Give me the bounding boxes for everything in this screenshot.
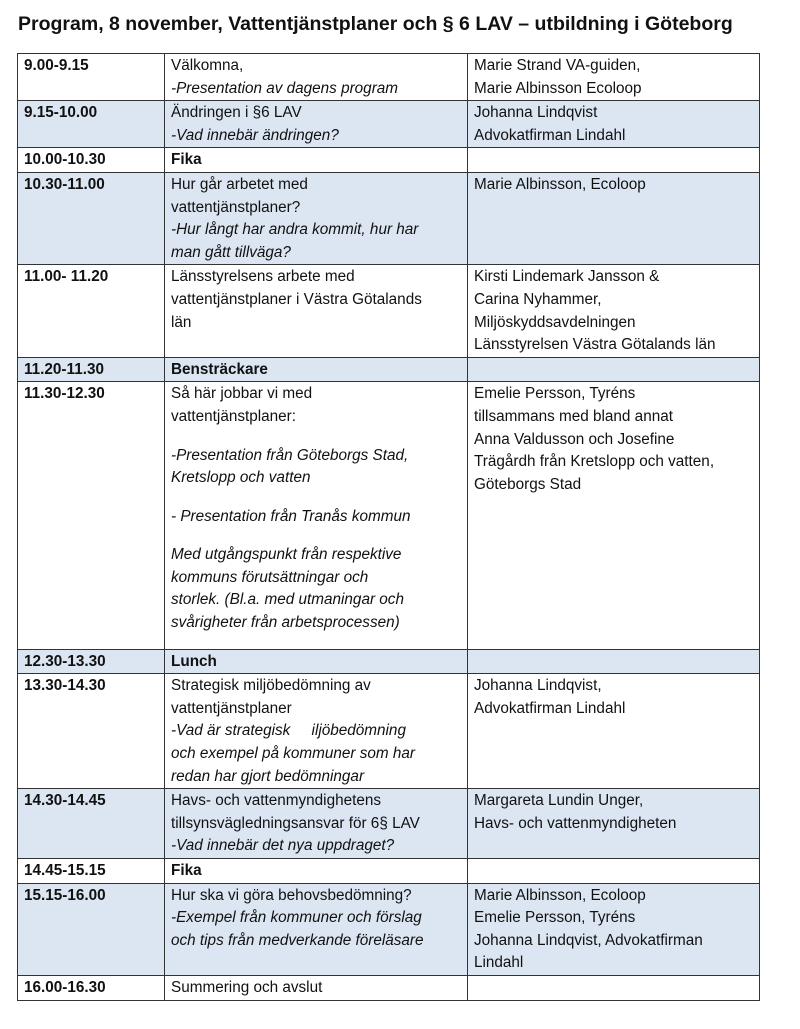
activity-line: -Presentation från Göteborgs Stad, — [171, 446, 409, 464]
activity-line: Ändringen i §6 LAV — [171, 104, 302, 122]
activity-line: Välkomna, — [171, 57, 244, 74]
table-row — [18, 649, 760, 674]
speaker-cell — [468, 382, 760, 649]
speaker-line: Margareta Lundin Unger, — [474, 792, 644, 810]
activity-line: -Exempel från kommuner och förslag — [171, 909, 422, 927]
time-cell: 11.30-12.30 — [18, 382, 165, 649]
activity-cell — [165, 101, 468, 148]
time-cell: 11.20-11.30 — [18, 357, 165, 382]
table-row — [18, 859, 760, 884]
speaker-cell — [468, 101, 760, 148]
activity-cell — [165, 265, 468, 357]
activity-line: Fika — [171, 151, 202, 169]
activity-line: Havs- och vattenmyndighetens — [171, 792, 382, 810]
time-cell: 10.30-11.00 — [18, 172, 165, 264]
activity-cell — [165, 789, 468, 859]
activity-cell — [165, 859, 468, 884]
page-title: Program, 8 november, Vattentjänstplaner och § 6 LAV – utbildning i Göteborg — [18, 13, 733, 35]
speaker-line: Emelie Persson, Tyréns — [474, 385, 636, 403]
activity-line: Bensträckare — [171, 360, 268, 378]
table-row — [18, 101, 760, 148]
speaker-cell — [468, 649, 760, 674]
activity-line: -Vad innebär det nya uppdraget? — [171, 837, 395, 855]
time-cell: 9.15-10.00 — [18, 101, 165, 148]
activity-line: -Vad innebär ändringen? — [171, 126, 339, 144]
activity-line: redan har gjort bedömningar — [171, 767, 365, 785]
speaker-line: Lindahl — [474, 954, 524, 972]
activity-line: man gått tillväga? — [171, 243, 291, 261]
time-cell: 13.30-14.30 — [18, 674, 165, 789]
table-row — [18, 172, 760, 264]
activity-line: -Hur långt har andra kommit, hur har — [171, 221, 419, 239]
speaker-line: Johanna Lindqvist, — [474, 677, 602, 695]
speaker-cell — [468, 54, 760, 101]
activity-line: storlek. (Bl.a. med utmaningar och — [171, 591, 404, 609]
table-row — [18, 382, 760, 649]
speaker-line: Länsstyrelsen Västra Götalands län — [474, 336, 716, 354]
table-row — [18, 54, 760, 101]
speaker-cell — [468, 789, 760, 859]
time-cell: 12.30-13.30 — [18, 649, 165, 674]
time-cell: 11.00- 11.20 — [18, 265, 165, 357]
speaker-line: Anna Valdusson och Josefine — [474, 430, 675, 448]
speaker-cell — [468, 859, 760, 884]
speaker-line: Trägårdh från Kretslopp och vatten, — [474, 453, 715, 471]
activity-line: och tips från medverkande föreläsare — [171, 931, 424, 949]
activity-cell — [165, 674, 468, 789]
speaker-line: Havs- och vattenmyndigheten — [474, 814, 677, 832]
speaker-line: Advokatfirman Lindahl — [474, 699, 626, 717]
speaker-line: Marie Albinsson Ecoloop — [474, 79, 642, 97]
activity-line: Med utgångspunkt från respektive — [171, 546, 402, 564]
time-cell: 14.30-14.45 — [18, 789, 165, 859]
activity-cell — [165, 975, 468, 1000]
table-row — [18, 883, 760, 975]
speaker-line: tillsammans med bland annat — [474, 407, 673, 425]
time-cell: 15.15-16.00 — [18, 883, 165, 975]
speaker-line: Marie Albinsson, Ecoloop — [474, 175, 646, 193]
time-cell: 9.00-9.15 — [18, 54, 165, 101]
activity-line: -Presentation av dagens program — [171, 79, 399, 97]
activity-line: Hur ska vi göra behovsbedömning? — [171, 886, 412, 904]
speaker-line: Johanna Lindqvist, Advokatfirman — [474, 931, 703, 949]
time-cell: 16.00-16.30 — [18, 975, 165, 1000]
table-row — [18, 975, 760, 1000]
activity-line: län — [171, 313, 192, 331]
activity-cell — [165, 357, 468, 382]
activity-line: Lunch — [171, 652, 217, 670]
activity-line: kommuns förutsättningar och — [171, 568, 369, 586]
speaker-line: Emelie Persson, Tyréns — [474, 909, 636, 927]
activity-line: Strategisk miljöbedömning av — [171, 677, 371, 695]
speaker-cell — [468, 265, 760, 357]
speaker-line: Carina Nyhammer, — [474, 290, 602, 308]
table-row — [18, 789, 760, 859]
table-row — [18, 265, 760, 357]
speaker-line: Marie Albinsson, Ecoloop — [474, 886, 646, 904]
activity-line: Så här jobbar vi med — [171, 385, 313, 403]
speaker-cell — [468, 172, 760, 264]
program-table — [17, 53, 760, 1001]
speaker-line: Kirsti Lindemark Jansson & — [474, 268, 660, 286]
activity-cell — [165, 883, 468, 975]
activity-cell — [165, 649, 468, 674]
activity-line: Fika — [171, 862, 202, 879]
activity-line: Hur går arbetet med — [171, 175, 308, 193]
activity-line: vattentjänstplaner: — [171, 407, 297, 425]
speaker-line: Advokatfirman Lindahl — [474, 126, 626, 144]
speaker-line: Miljöskyddsavdelningen — [474, 313, 636, 331]
activity-cell — [165, 382, 468, 649]
speaker-cell — [468, 975, 760, 1000]
time-cell: 14.45-15.15 — [18, 859, 165, 884]
activity-line: Länsstyrelsens arbete med — [171, 268, 355, 286]
activity-line: Summering och avslut — [171, 978, 323, 996]
activity-line: - Presentation från Tranås kommun — [171, 507, 411, 525]
table-row — [18, 357, 760, 382]
speaker-line: Marie Strand VA-guiden, — [474, 57, 641, 74]
speaker-cell — [468, 674, 760, 789]
speaker-cell — [468, 148, 760, 173]
activity-line: -Vad är strategisk iljöbedömning — [171, 722, 406, 740]
activity-line: svårigheter från arbetsprocessen) — [171, 614, 400, 632]
activity-line: tillsynsvägledningsansvar för 6§ LAV — [171, 814, 420, 832]
activity-line: Kretslopp och vatten — [171, 469, 311, 487]
speaker-line: Johanna Lindqvist — [474, 104, 598, 122]
activity-line: vattentjänstplaner i Västra Götalands — [171, 290, 422, 308]
activity-cell — [165, 54, 468, 101]
speaker-line: Göteborgs Stad — [474, 475, 582, 493]
time-cell: 10.00-10.30 — [18, 148, 165, 173]
table-row — [18, 674, 760, 789]
activity-line: och exempel på kommuner som har — [171, 745, 416, 763]
activity-cell — [165, 172, 468, 264]
activity-line: vattentjänstplaner? — [171, 198, 301, 216]
speaker-cell — [468, 357, 760, 382]
activity-cell — [165, 148, 468, 173]
speaker-cell — [468, 883, 760, 975]
table-row — [18, 148, 760, 173]
activity-line: vattentjänstplaner — [171, 699, 292, 717]
